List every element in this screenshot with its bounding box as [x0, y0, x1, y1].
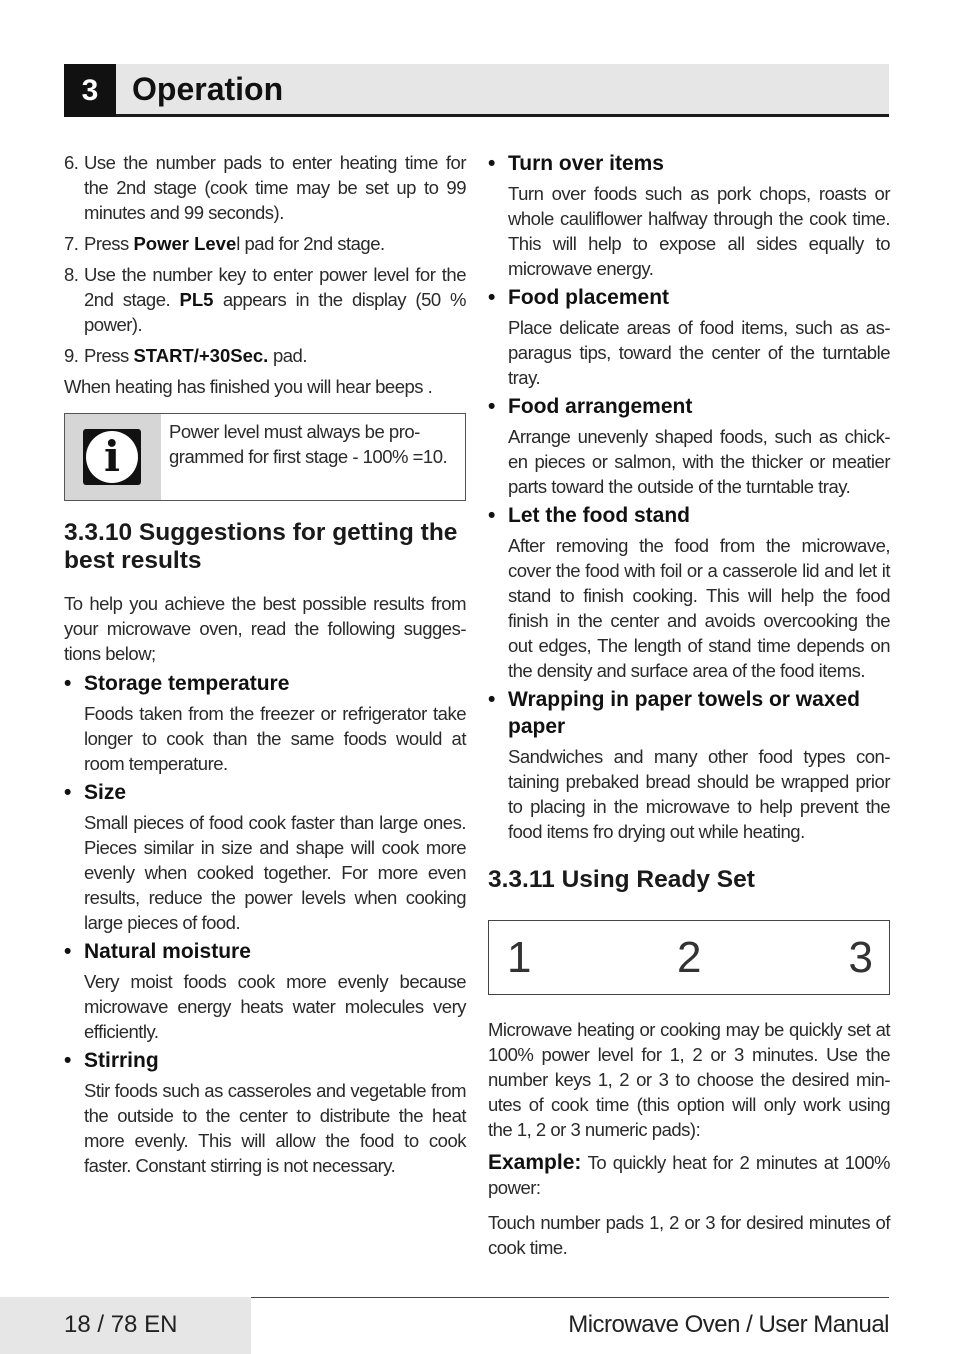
- right-column: [488, 150, 890, 1260]
- step-text: Use the number pads to enter heating time for the 2nd stage (cook time may be set up to 99 minutes and 99 seconds).: [84, 152, 466, 223]
- step-number: 6.: [64, 152, 79, 173]
- info-note-box: [64, 413, 466, 501]
- step-key: START/+30Sec.: [133, 345, 269, 366]
- section-heading: 3.3.11 Using Ready Set: [488, 866, 755, 893]
- tip-item: [488, 393, 890, 499]
- tip-heading: • Stirring: [64, 1047, 466, 1074]
- tip-heading: • Storage temperature: [64, 670, 466, 697]
- manual-title: Microwave Oven / User Manual: [568, 1311, 889, 1338]
- step-item: [64, 231, 466, 256]
- tip-item: [64, 938, 466, 1044]
- tip-text: Turn over foods such as pork chops, roasts or whole cauliflower halfway through the cook time. This will help to expose all sides equally to microwave energy.: [508, 183, 890, 279]
- chapter-header: [64, 64, 889, 117]
- tip-heading: • Let the food stand: [488, 502, 890, 529]
- tip-text: Place delicate areas of food items, such as as-paragus tips, toward the center of the turntable tray.: [508, 317, 890, 388]
- tip-item: [488, 284, 890, 390]
- tip-text: Sandwiches and many other food types con-taining prebaked bread should be wrapped prior to placing in the microwave to help prevent the food items fro drying out while heating.: [508, 746, 890, 842]
- tip-heading: • Turn over items: [488, 150, 890, 177]
- step-key: PL5: [179, 289, 214, 310]
- chapter-title: Operation: [132, 71, 284, 107]
- ready-set-digit: 2: [677, 933, 702, 982]
- step-key: Power Leve: [133, 233, 237, 254]
- tip-item: [488, 502, 890, 683]
- tip-text: After removing the food from the microwave, cover the food with foil or a casserole lid and let it stand to finish cooking. This will help the food finish in the center and avoids overcooking the out edges, The length of stand time depends on the density and surface area of the food items.: [508, 535, 890, 681]
- tip-heading: • Natural moisture: [64, 938, 466, 965]
- tip-heading: • Food placement: [488, 284, 890, 311]
- touch-instruction: Touch number pads 1, 2 or 3 for desired minutes of cook time.: [488, 1212, 890, 1258]
- tip-item: [488, 686, 890, 844]
- step-list: [64, 150, 466, 368]
- tip-heading: • Wrapping in paper towels or waxed paper: [488, 686, 890, 740]
- tip-item: [64, 670, 466, 776]
- step-number: 9.: [64, 345, 79, 366]
- tip-item: [64, 779, 466, 935]
- ready-set-display: [488, 920, 890, 995]
- info-note-text: Power level must always be pro-grammed for first stage - 100% =10.: [169, 421, 448, 467]
- example-label: Example:: [488, 1151, 582, 1174]
- ready-set-digit: 3: [848, 933, 873, 982]
- section-intro: To help you achieve the best possible results from your microwave oven, read the following sugges-tions below;: [64, 593, 466, 664]
- info-icon: i: [83, 429, 141, 485]
- tip-item: [64, 1047, 466, 1178]
- step-text: Press: [84, 233, 134, 254]
- step-item: [64, 343, 466, 368]
- step-item: [64, 262, 466, 337]
- tip-heading: • Food arrangement: [488, 393, 890, 420]
- step-text: Use the number key to enter power level for the 2nd stage.: [84, 264, 466, 310]
- tip-text: Small pieces of food cook faster than large ones. Pieces similar in size and shape will cook more evenly when cooked together. For more even results, reduce the power levels when cooking large pieces of food.: [84, 812, 466, 933]
- tip-text: Arrange unevenly shaped foods, such as chick-en pieces or salmon, with the thicker or meatier parts toward the outside of the turntable tray.: [508, 426, 890, 497]
- page-number: 18 / 78 EN: [64, 1311, 178, 1338]
- tip-heading: • Size: [64, 779, 466, 806]
- tip-text: Stir foods such as casseroles and vegetable from the outside to the center to distribute the heat more evenly. This will allow the food to cook faster. Constant stirring is not necessary.: [84, 1080, 466, 1176]
- step-text: pad.: [268, 345, 307, 366]
- step-item: [64, 150, 466, 225]
- section-heading: 3.3.10 Suggestions for getting the best results: [64, 519, 458, 574]
- ready-set-digit: 1: [507, 933, 532, 982]
- step-number: 8.: [64, 264, 79, 285]
- step-text: appears in the display (50 % power).: [84, 289, 466, 335]
- step-text: Press: [84, 345, 134, 366]
- finish-note: When heating has finished you will hear beeps .: [64, 376, 433, 397]
- left-column: [64, 150, 466, 1178]
- example-paragraph: [488, 1150, 890, 1200]
- step-text: l pad for 2nd stage.: [236, 233, 385, 254]
- tip-text: Very moist foods cook more evenly because microwave energy heats water molecules very efficiently.: [84, 971, 466, 1042]
- footer-rule: [251, 1297, 889, 1298]
- ready-set-description: Microwave heating or cooking may be quickly set at 100% power level for 1, 2 or 3 minutes. Use the number keys 1, 2 or 3 to choose the desired min-utes of cook time (this option will only work using the 1, 2 or 3 numeric pads):: [488, 1019, 890, 1140]
- example-text: To quickly heat for 2 minutes at 100% power:: [488, 1152, 890, 1198]
- tip-text: Foods taken from the freezer or refrigerator take longer to cook than the same foods would at room temperature.: [84, 703, 466, 774]
- tip-item: [488, 150, 890, 281]
- step-number: 7.: [64, 233, 79, 254]
- chapter-number: 3: [64, 64, 116, 117]
